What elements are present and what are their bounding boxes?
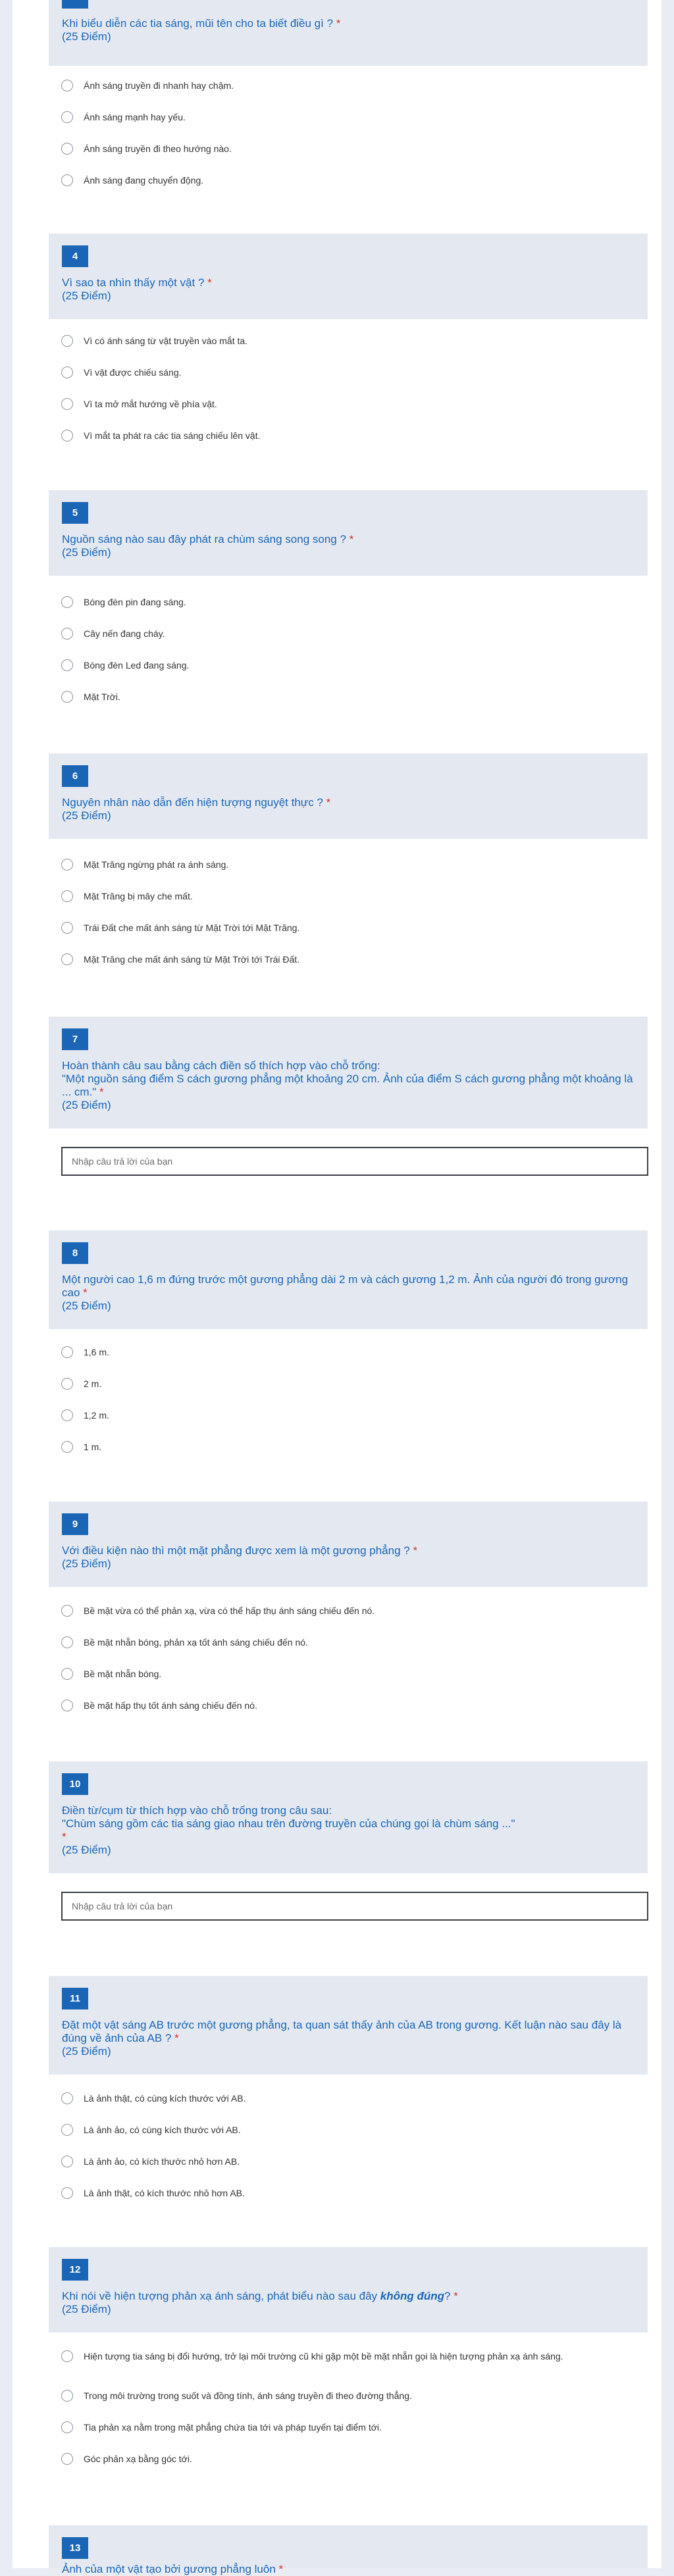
question-number-badge: 10 (62, 1773, 88, 1795)
radio-option[interactable] (61, 596, 640, 628)
question-text: Nguyên nhân nào dẫn đến hiện tượng nguyệt thực ? * (62, 796, 331, 809)
form-card (13, 0, 661, 2575)
radio-button[interactable] (61, 628, 73, 640)
radio-button[interactable] (61, 1409, 73, 1421)
required-mark: * (413, 1544, 418, 1557)
option-label: Vì ta mở mắt hướng về phía vật. (84, 399, 217, 409)
radio-button[interactable] (61, 953, 73, 965)
required-mark: * (336, 17, 341, 30)
option-label: Mặt Trăng ngừng phát ra ánh sáng. (84, 859, 229, 870)
question-text: Vì sao ta nhìn thấy một vật ? * (62, 276, 212, 289)
radio-button[interactable] (61, 80, 73, 91)
radio-button[interactable] (61, 2156, 73, 2167)
option-label: Trái Đất che mất ánh sáng từ Mặt Trời tới Mặt Trăng. (84, 922, 300, 933)
options-list (61, 80, 640, 206)
required-mark: * (349, 533, 354, 545)
required-mark: * (83, 1286, 88, 1299)
option-label: Là ảnh ảo, có kích thước nhỏ hơn AB. (84, 2156, 240, 2167)
option-label: Bề mặt vừa có thể phản xạ, vừa có thể hấp thụ ánh sáng chiếu đến nó. (84, 1605, 375, 1616)
radio-button[interactable] (61, 143, 73, 155)
radio-button[interactable] (61, 922, 73, 934)
question-text: Nguồn sáng nào sau đây phát ra chùm sáng song song ? * (62, 533, 354, 545)
required-mark: * (99, 1086, 104, 1098)
option-label: Góc phản xạ bằng góc tới. (84, 2454, 192, 2464)
radio-button[interactable] (61, 1378, 73, 1390)
option-label: Vì vật được chiếu sáng. (84, 367, 182, 378)
radio-option[interactable] (61, 859, 640, 890)
option-label: Tia phản xạ nằm trong mặt phẳng chứa tia tới và pháp tuyến tại điểm tới. (84, 2422, 382, 2433)
radio-button[interactable] (61, 2124, 73, 2136)
radio-button[interactable] (61, 691, 73, 703)
option-label: 2 m. (84, 1378, 102, 1389)
answer-input[interactable]: Nhập câu trả lời của bạn (61, 1147, 648, 1176)
radio-option[interactable] (61, 174, 640, 206)
question-points: (25 Điểm) (62, 1557, 111, 1570)
question-number-badge: 13 (62, 2537, 88, 2559)
option-label: Cây nến đang cháy. (84, 628, 165, 639)
emphasis-text: không đúng (380, 2290, 445, 2302)
option-label: Ánh sáng mạnh hay yếu. (84, 112, 186, 122)
question-points: (25 Điểm) (62, 30, 111, 43)
option-label: Vì mắt ta phát ra các tia sáng chiếu lên vật. (84, 430, 261, 441)
option-label: 1 m. (84, 1442, 102, 1452)
radio-option[interactable] (61, 430, 640, 461)
radio-option[interactable] (61, 1378, 640, 1409)
radio-option[interactable] (61, 366, 640, 398)
options-list (61, 859, 640, 985)
radio-button[interactable] (61, 1346, 73, 1358)
radio-option[interactable] (61, 143, 640, 174)
question-header (49, 2247, 648, 2333)
option-label: Ánh sáng đang chuyển động. (84, 175, 204, 186)
question-points: (25 Điểm) (62, 1300, 111, 1312)
question-header (49, 2525, 648, 2575)
radio-button[interactable] (61, 398, 73, 410)
question-points: (25 Điểm) (62, 546, 111, 559)
radio-option[interactable] (61, 1346, 640, 1378)
option-label: 1,2 m. (84, 1410, 109, 1421)
radio-option[interactable] (61, 691, 640, 722)
question-text: Một người cao 1,6 m đứng trước một gương phẳng dài 2 m và cách gương 1,2 m. Ảnh của người đó trong gương cao * (62, 1273, 629, 1299)
question-header (49, 753, 648, 839)
question-points: (25 Điểm) (62, 1844, 111, 1856)
radio-option[interactable] (61, 2453, 640, 2485)
question-text: Hoàn thành câu sau bằng cách điền số thích hợp vào chỗ trống: (62, 1059, 380, 1072)
option-label: 1,6 m. (84, 1347, 109, 1357)
question-points: (25 Điểm) (62, 1099, 111, 1111)
question-number-badge: 6 (62, 765, 88, 787)
radio-option[interactable] (61, 2350, 640, 2390)
option-label: Bề mặt hấp thụ tốt ánh sáng chiếu đến nó. (84, 1700, 257, 1711)
option-label: Vì có ánh sáng từ vật truyền vào mắt ta. (84, 336, 248, 346)
required-mark: * (62, 1831, 66, 1843)
options-list (61, 1605, 640, 1731)
question-points: (25 Điểm) (62, 809, 111, 822)
radio-option[interactable] (61, 2156, 640, 2187)
question-text: Ảnh của một vật tạo bởi gương phẳng luôn * (62, 2563, 284, 2575)
radio-option[interactable] (61, 1441, 640, 1473)
question-header (49, 234, 648, 319)
options-list (61, 335, 640, 461)
question-header (49, 1976, 648, 2075)
radio-button[interactable] (61, 1636, 73, 1648)
radio-option[interactable] (61, 398, 640, 430)
radio-button[interactable] (61, 2187, 73, 2199)
question-number-badge: 4 (62, 245, 88, 267)
radio-button[interactable] (61, 2453, 73, 2465)
radio-option[interactable] (61, 659, 640, 691)
question-header (49, 0, 648, 66)
option-label: Mặt Trăng bị mây che mất. (84, 891, 193, 901)
answer-input[interactable]: Nhập câu trả lời của bạn (61, 1892, 648, 1921)
radio-option[interactable] (61, 1409, 640, 1441)
required-mark: * (278, 2563, 284, 2575)
question-number-badge: 7 (62, 1028, 88, 1050)
option-label: Ánh sáng truyền đi theo hướng nào. (84, 143, 232, 154)
radio-option[interactable] (61, 1700, 640, 1731)
question-text: Khi nói về hiện tượng phản xạ ánh sáng, phát biểu nào sau đây không đúng? * (62, 2290, 458, 2302)
radio-button[interactable] (61, 366, 73, 378)
question-header (49, 490, 648, 576)
question-header (49, 1017, 648, 1128)
required-mark: * (454, 2290, 458, 2302)
question-text-line2: "Một nguồn sáng điểm S cách gương phẳng một khoảng 20 cm. Ảnh của điểm S cách gương phẳng một khoảng là ... cm." * (62, 1073, 633, 1098)
option-label: Bóng đèn Led đang sáng. (84, 660, 190, 670)
question-number-badge: 8 (62, 1242, 88, 1264)
question-text: Đặt một vật sáng AB trước một gương phẳng, ta quan sát thấy ảnh của AB trong gương. Kết luận nào sau đây là đúng về ảnh của AB ? * (62, 2019, 622, 2044)
radio-button[interactable] (61, 890, 73, 902)
option-label: Là ảnh ảo, có cùng kích thước với AB. (84, 2125, 241, 2135)
radio-button[interactable] (61, 659, 73, 671)
radio-button[interactable] (61, 111, 73, 123)
question-number-badge: 9 (62, 1513, 88, 1535)
radio-button[interactable] (61, 430, 73, 442)
question-number-badge (62, 0, 88, 9)
radio-option[interactable] (61, 1605, 640, 1636)
radio-option[interactable] (61, 2124, 640, 2156)
radio-button[interactable] (61, 2421, 73, 2433)
radio-option[interactable] (61, 111, 640, 143)
option-label: Bóng đèn pin đang sáng. (84, 597, 186, 607)
question-points: (25 Điểm) (62, 290, 111, 302)
radio-button[interactable] (61, 2390, 73, 2402)
radio-button[interactable] (61, 596, 73, 608)
radio-option[interactable] (61, 953, 640, 985)
options-list (61, 2092, 640, 2219)
radio-button[interactable] (61, 335, 73, 347)
radio-option[interactable] (61, 80, 640, 111)
question-number-badge: 11 (62, 1988, 88, 2009)
radio-option[interactable] (61, 1636, 640, 1668)
question-number-badge: 12 (62, 2259, 88, 2281)
question-header (49, 1761, 648, 1873)
question-points: (25 Điểm) (62, 2303, 111, 2315)
question-text: Với điều kiện nào thì một mặt phẳng được xem là một gương phẳng ? * (62, 1544, 418, 1557)
radio-button[interactable] (61, 174, 73, 186)
question-header (49, 1230, 648, 1329)
option-label: Trong môi trường trong suốt và đồng tính, ánh sáng truyền đi theo đường thẳng. (84, 2390, 412, 2401)
radio-option[interactable] (61, 335, 640, 366)
option-label: Mặt Trăng che mất ánh sáng từ Mặt Trời tới Trái Đất. (84, 954, 300, 965)
option-label: Hiện tượng tia sáng bị đổi hướng, trở lại môi trường cũ khi gặp một bề mặt nhẵn gọi là hiện tượng phản xạ ánh sáng. (84, 2351, 563, 2361)
radio-option[interactable] (61, 890, 640, 922)
options-list (61, 596, 640, 722)
radio-option[interactable] (61, 2187, 640, 2219)
radio-button[interactable] (61, 1700, 73, 1711)
radio-button[interactable] (61, 1605, 73, 1617)
option-label: Bề mặt nhẵn bóng, phản xạ tốt ánh sáng chiếu đến nó. (84, 1637, 308, 1648)
radio-option[interactable] (61, 2092, 640, 2124)
radio-button[interactable] (61, 2350, 73, 2362)
question-points: (25 Điểm) (62, 2045, 111, 2058)
question-text-line2: "Chùm sáng gồm các tia sáng giao nhau trên đường truyền của chúng gọi là chùm sáng ..." (62, 1817, 515, 1830)
question-header (49, 1502, 648, 1587)
radio-button[interactable] (61, 1441, 73, 1453)
option-label: Là ảnh thật, có kích thước nhỏ hơn AB. (84, 2188, 245, 2198)
radio-option[interactable] (61, 1668, 640, 1700)
question-number-badge: 5 (62, 502, 88, 524)
options-list (61, 2350, 640, 2485)
required-mark: * (207, 276, 212, 289)
radio-button[interactable] (61, 1668, 73, 1680)
option-label: Bề mặt nhẵn bóng. (84, 1669, 162, 1679)
radio-button[interactable] (61, 859, 73, 871)
radio-button[interactable] (61, 2092, 73, 2104)
radio-option[interactable] (61, 2421, 640, 2453)
question-text: Điền từ/cụm từ thích hợp vào chỗ trống trong câu sau: (62, 1804, 332, 1817)
radio-option[interactable] (61, 922, 640, 953)
question-text: Khi biểu diễn các tia sáng, mũi tên cho ta biết điều gì ? * (62, 17, 341, 30)
option-label: Là ảnh thật, có cùng kích thước với AB. (84, 2093, 246, 2104)
required-mark: * (326, 796, 331, 809)
options-list (61, 1346, 640, 1473)
option-label: Mặt Trời. (84, 692, 120, 702)
option-label: Ánh sáng truyền đi nhanh hay chậm. (84, 80, 234, 91)
required-mark: * (174, 2032, 179, 2044)
radio-option[interactable] (61, 628, 640, 659)
radio-option[interactable] (61, 2390, 640, 2421)
